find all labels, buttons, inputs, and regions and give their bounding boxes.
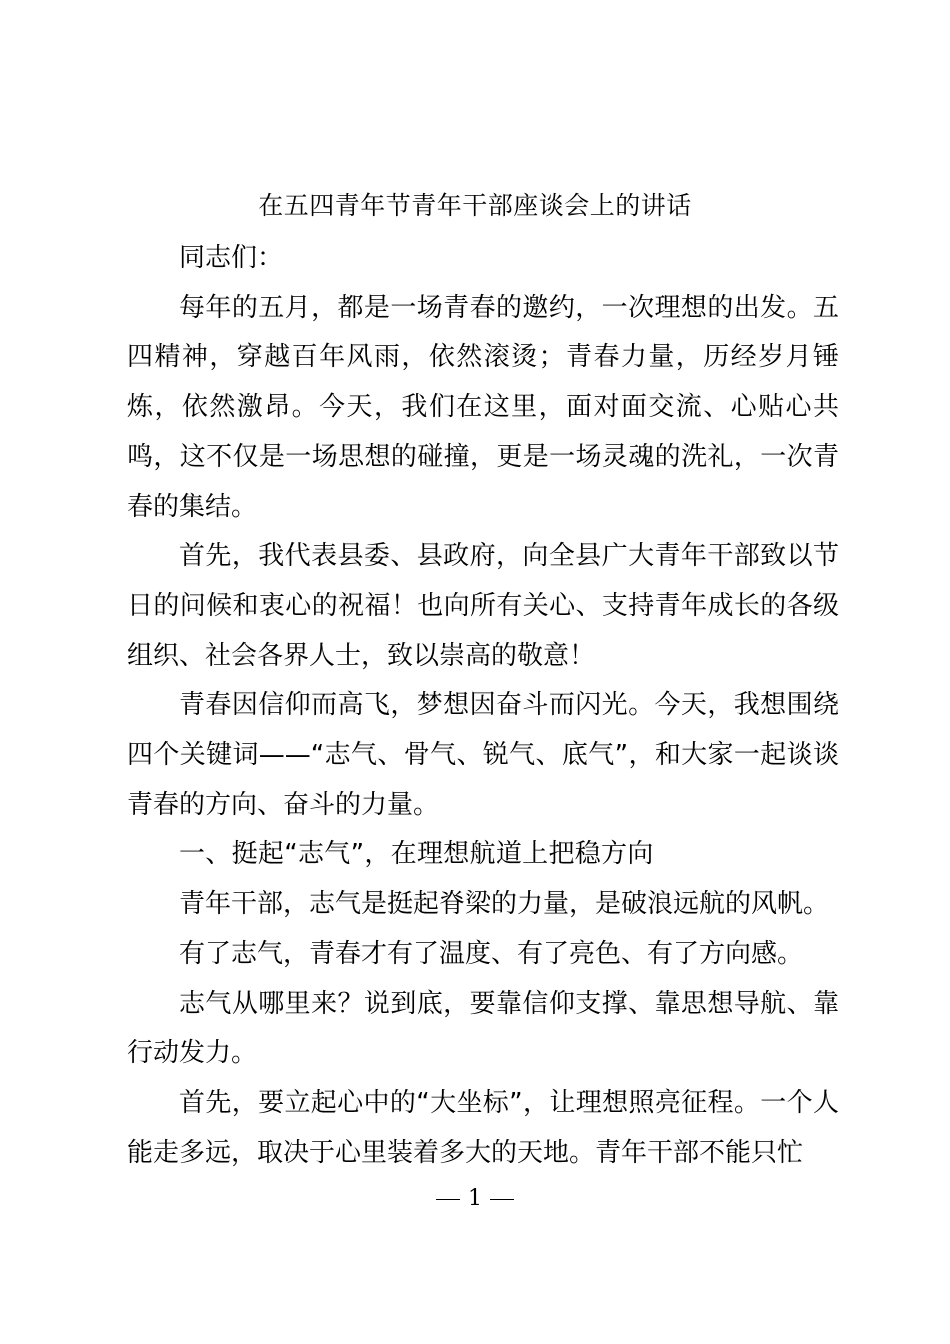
body-paragraph: 首先，要立起心中的“大坐标”，让理想照亮征程。一个人能走多远，取决于心里装着多大的天地。青年干部不能只忙 bbox=[127, 1087, 839, 1168]
left-dash-decoration bbox=[436, 1199, 460, 1200]
body-paragraph: 有了志气，青春才有了温度、有了亮色、有了方向感。 bbox=[179, 938, 804, 969]
page-footer bbox=[0, 1182, 950, 1216]
right-dash-decoration bbox=[490, 1199, 514, 1200]
document-title: 在五四青年节青年干部座谈会上的讲话 bbox=[258, 191, 692, 220]
body-paragraph: 志气从哪里来？说到底，要靠信仰支撑、靠思想导航、靠行动发力。 bbox=[127, 988, 839, 1069]
salutation-paragraph: 同志们： bbox=[179, 243, 284, 273]
body-paragraph: 每年的五月，都是一场青春的邀约，一次理想的出发。五四精神，穿越百年风雨，依然滚烫；青春力量，历经岁月锤炼，依然激昂。今天，我们在这里，面对面交流、心贴心共鸣，这不仅是一场思想的碰撞，更是一场灵魂的洗礼，一次青春的集结。 bbox=[127, 292, 839, 522]
document-body bbox=[127, 234, 839, 1178]
body-paragraph: 青年干部，志气是挺起脊梁的力量，是破浪远航的风帆。 bbox=[179, 889, 830, 920]
body-paragraph: 青春因信仰而高飞，梦想因奋斗而闪光。今天，我想围绕四个关键词——“志气、骨气、锐气、底气”，和大家一起谈谈青春的方向、奋斗的力量。 bbox=[127, 690, 839, 820]
section-heading: 一、挺起“志气”，在理想航道上把稳方向 bbox=[179, 839, 654, 870]
body-paragraph: 首先，我代表县委、县政府，向全县广大青年干部致以节日的问候和衷心的祝福！也向所有关心、支持青年成长的各级组织、社会各界人士，致以崇高的敬意！ bbox=[127, 541, 839, 671]
page-number: 1 bbox=[468, 1186, 482, 1211]
